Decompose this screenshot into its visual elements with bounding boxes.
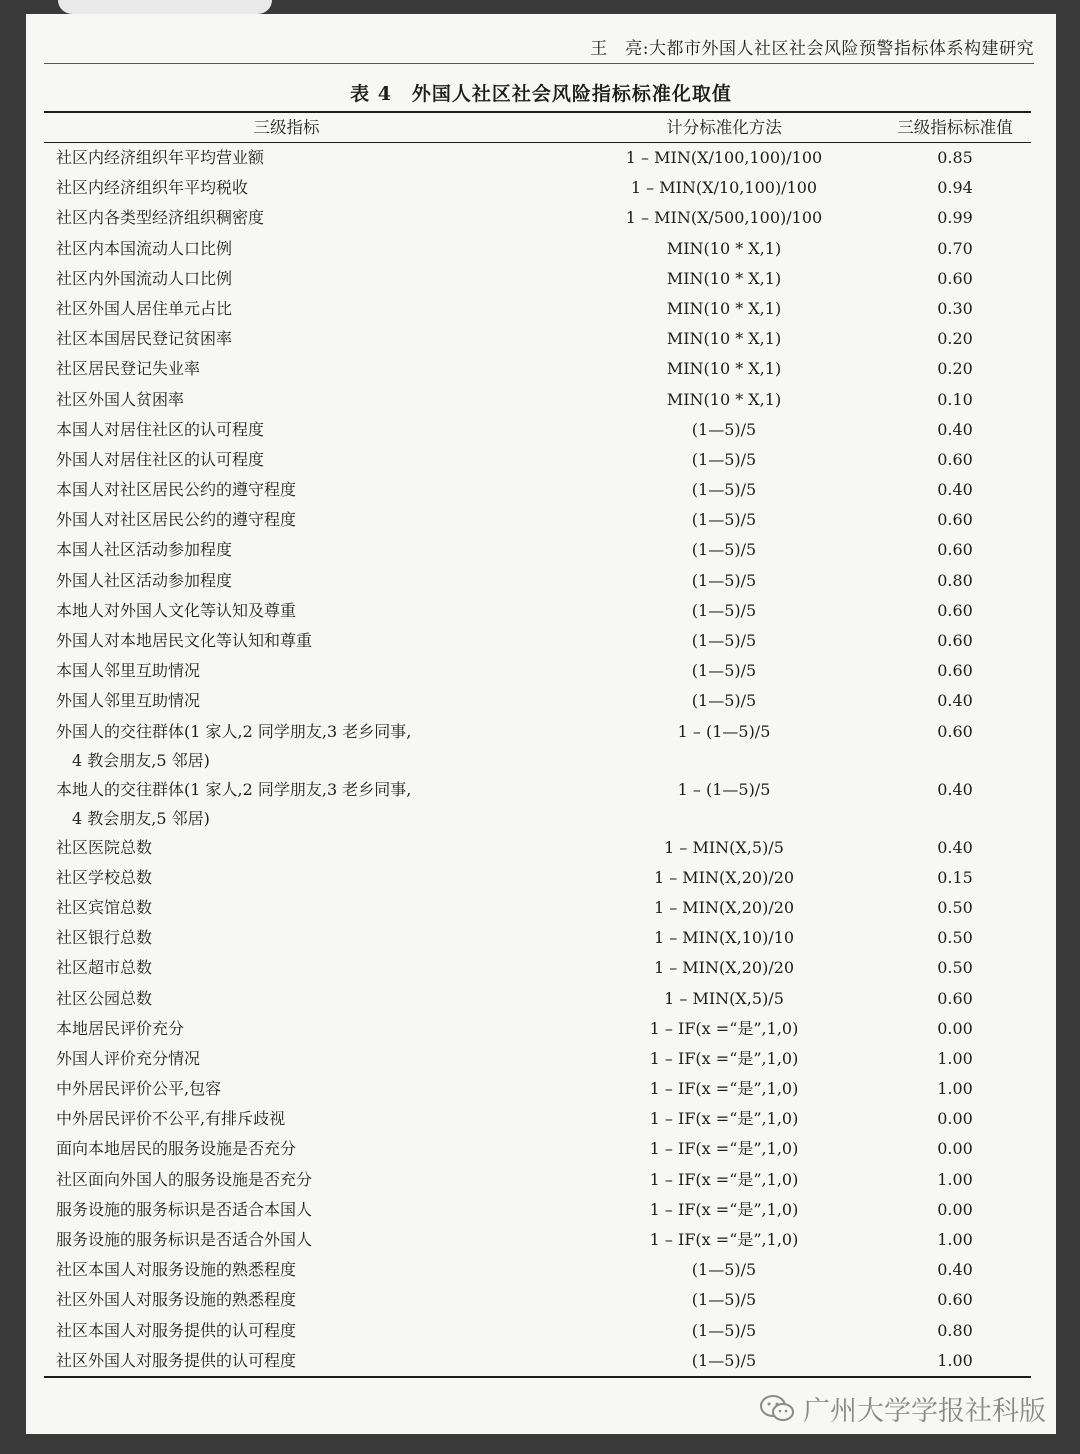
table-row	[44, 717, 1031, 775]
value-cell: 0.80	[937, 1320, 973, 1340]
value-cell: 0.15	[937, 867, 973, 887]
value-cell: 0.10	[937, 389, 973, 409]
table-row	[44, 775, 1031, 833]
value-cell: 0.60	[937, 1290, 973, 1310]
indicator-text: 本地人的交往群体(1 家人,2 同学朋友,3 老乡同事,	[56, 779, 412, 799]
indicator-cell	[44, 863, 569, 893]
method-cell: (1—5)/5	[691, 1290, 757, 1310]
indicator-cell	[44, 893, 569, 923]
indicator-text: 本国人对社区居民公约的遵守程度	[56, 480, 297, 500]
method-cell: 1 – MIN(X/100,100)/100	[625, 148, 823, 167]
table-row	[44, 505, 1031, 535]
method-cell: (1—5)/5	[691, 1320, 757, 1340]
indicator-cell	[44, 626, 569, 656]
value-cell: 0.40	[937, 837, 973, 857]
indicator-text: 外国人对社区居民公约的遵守程度	[56, 510, 297, 530]
method-cell: 1 – IF(x =“是”,1,0)	[649, 1169, 799, 1189]
value-cell: 0.60	[937, 631, 973, 650]
value-cell: 0.60	[937, 510, 973, 530]
indicator-text: 社区外国人贫困率	[56, 389, 185, 409]
table-row	[44, 863, 1031, 893]
indicator-cell	[44, 415, 569, 445]
indicator-text: 本国人对居住社区的认可程度	[56, 419, 265, 439]
method-cell: MIN(10 * X,1)	[666, 298, 782, 318]
indicator-cell	[44, 1285, 569, 1315]
value-cell: 0.00	[937, 1139, 973, 1159]
indicator-cell	[44, 324, 569, 354]
table-row	[44, 923, 1031, 953]
table-caption: 表 4 外国人社区社会风险指标标准化取值	[350, 83, 732, 105]
method-cell: 1 – IF(x =“是”,1,0)	[649, 1199, 799, 1219]
data-table	[44, 111, 1031, 1378]
value-cell: 1.00	[937, 1169, 973, 1189]
value-cell: 0.60	[937, 268, 973, 288]
method-cell: 1 – IF(x =“是”,1,0)	[649, 1048, 799, 1068]
table-row	[44, 893, 1031, 923]
table-row	[44, 953, 1031, 983]
indicator-text: 中外居民评价不公平,有排斥歧视	[56, 1109, 286, 1129]
method-cell: (1—5)/5	[691, 631, 757, 650]
indicator-text: 社区本国居民登记贫困率	[56, 329, 233, 349]
indicator-cell	[44, 1104, 569, 1134]
method-cell: (1—5)/5	[691, 449, 757, 469]
table-row	[44, 173, 1031, 203]
table-body	[44, 143, 1031, 1376]
indicator-text: 面向本地居民的服务设施是否充分	[56, 1139, 297, 1159]
indicator-cell	[44, 596, 569, 626]
indicator-cell	[44, 385, 569, 415]
table-row	[44, 203, 1031, 233]
table-row	[44, 234, 1031, 264]
indicator-text: 外国人对居住社区的认可程度	[56, 449, 265, 469]
indicator-cell	[44, 656, 569, 686]
method-cell: 1 – MIN(X,20)/20	[653, 897, 795, 917]
table-row	[44, 1346, 1031, 1376]
method-cell: (1—5)/5	[691, 510, 757, 530]
indicator-cell	[44, 354, 569, 384]
value-cell: 0.60	[937, 540, 973, 560]
table-row	[44, 385, 1031, 415]
indicator-text: 服务设施的服务标识是否适合外国人	[56, 1230, 313, 1249]
value-cell: 0.00	[937, 1199, 973, 1219]
indicator-text: 外国人社区活动参加程度	[56, 570, 233, 590]
indicator-text: 社区银行总数	[56, 928, 153, 948]
table-row	[44, 1074, 1031, 1104]
indicator-text: 服务设施的服务标识是否适合本国人	[56, 1199, 313, 1219]
method-cell: 1 – MIN(X/500,100)/100	[625, 208, 823, 228]
indicator-cell	[44, 1346, 569, 1376]
value-cell: 0.60	[937, 988, 973, 1008]
method-cell: (1—5)/5	[691, 1350, 757, 1370]
table-row	[44, 626, 1031, 656]
indicator-cell	[44, 234, 569, 264]
value-cell: 0.60	[937, 449, 973, 469]
indicator-text: 外国人的交往群体(1 家人,2 同学朋友,3 老乡同事,	[56, 721, 412, 741]
table-row	[44, 1044, 1031, 1074]
value-cell: 1.00	[937, 1079, 973, 1099]
indicator-text: 外国人邻里互助情况	[56, 691, 201, 711]
indicator-text-continued: 4 教会朋友,5 邻居)	[72, 750, 210, 770]
indicator-cell	[44, 1165, 569, 1195]
indicator-cell	[44, 1074, 569, 1104]
method-cell: (1—5)/5	[691, 1260, 757, 1280]
value-cell: 1.00	[937, 1350, 973, 1370]
method-cell: 1 – IF(x =“是”,1,0)	[649, 1230, 799, 1249]
method-cell: (1—5)/5	[691, 600, 757, 620]
method-cell: 1 – MIN(X,20)/20	[653, 958, 795, 978]
indicator-cell	[44, 264, 569, 294]
value-cell: 0.60	[937, 721, 973, 741]
column-header-method: 计分标准化方法	[666, 118, 782, 137]
table-row	[44, 294, 1031, 324]
indicator-text: 社区内外国流动人口比例	[56, 268, 233, 288]
method-cell: 1 – IF(x =“是”,1,0)	[649, 1109, 799, 1129]
table-row	[44, 415, 1031, 445]
table-row	[44, 686, 1031, 716]
indicator-text: 社区内经济组织年平均税收	[56, 178, 249, 198]
table-row	[44, 984, 1031, 1014]
indicator-cell	[44, 1316, 569, 1346]
value-cell: 0.40	[937, 480, 973, 500]
method-cell: 1 – MIN(X,5)/5	[664, 837, 784, 857]
indicator-text: 社区本国人对服务提供的认可程度	[56, 1320, 297, 1340]
value-cell: 0.50	[937, 928, 973, 948]
method-cell: MIN(10 * X,1)	[666, 389, 782, 409]
table-row	[44, 1104, 1031, 1134]
indicator-cell	[44, 686, 569, 716]
table-row	[44, 535, 1031, 565]
indicator-cell	[44, 1195, 569, 1225]
indicator-cell	[44, 203, 569, 233]
method-cell: (1—5)/5	[691, 419, 757, 439]
method-cell: 1 – MIN(X/10,100)/100	[630, 178, 818, 198]
table-header-row	[44, 113, 1031, 143]
indicator-text: 本国人邻里互助情况	[56, 661, 201, 681]
indicator-text: 社区外国人对服务设施的熟悉程度	[56, 1290, 297, 1310]
indicator-cell	[44, 775, 569, 833]
indicator-text: 社区内经济组织年平均营业额	[56, 148, 265, 167]
column-header-value: 三级指标标准值	[897, 118, 1013, 137]
indicator-text: 社区外国人对服务提供的认可程度	[56, 1350, 297, 1370]
value-cell: 1.00	[937, 1048, 973, 1068]
indicator-text: 本国人社区活动参加程度	[56, 540, 233, 560]
indicator-text: 社区医院总数	[56, 837, 153, 857]
indicator-cell	[44, 566, 569, 596]
indicator-cell	[44, 1134, 569, 1164]
value-cell: 0.50	[937, 958, 973, 978]
method-cell: (1—5)/5	[691, 540, 757, 560]
indicator-text: 社区内各类型经济组织稠密度	[56, 208, 265, 228]
table-row	[44, 1134, 1031, 1164]
column-header-indicator: 三级指标	[253, 118, 320, 137]
value-cell: 0.20	[937, 329, 973, 349]
indicator-text: 社区外国人居住单元占比	[56, 298, 233, 318]
indicator-text: 中外居民评价公平,包容	[56, 1079, 222, 1099]
indicator-cell	[44, 1014, 569, 1044]
table-row	[44, 1165, 1031, 1195]
indicator-cell	[44, 1225, 569, 1255]
indicator-text: 外国人评价充分情况	[56, 1048, 201, 1068]
method-cell: (1—5)/5	[691, 480, 757, 500]
indicator-text: 社区本国人对服务设施的熟悉程度	[56, 1260, 297, 1280]
table-row	[44, 1285, 1031, 1315]
value-cell: 0.30	[937, 298, 973, 318]
method-cell: 1 – IF(x =“是”,1,0)	[649, 1079, 799, 1099]
value-cell: 0.94	[937, 178, 973, 198]
table-row	[44, 1316, 1031, 1346]
indicator-cell	[44, 717, 569, 775]
value-cell: 0.40	[937, 1260, 973, 1280]
value-cell: 0.00	[937, 1109, 973, 1129]
method-cell: 1 – IF(x =“是”,1,0)	[649, 1139, 799, 1159]
table-row	[44, 354, 1031, 384]
indicator-cell	[44, 923, 569, 953]
value-cell: 0.50	[937, 897, 973, 917]
window-edge	[58, 0, 272, 14]
wechat-icon	[759, 1394, 795, 1424]
indicator-cell	[44, 833, 569, 863]
watermark-text: 广州大学学报社科版	[803, 1396, 1046, 1427]
indicator-cell	[44, 984, 569, 1014]
table-row	[44, 656, 1031, 686]
watermark	[759, 1389, 1046, 1428]
table-row	[44, 1195, 1031, 1225]
value-cell: 0.80	[937, 570, 973, 590]
value-cell: 0.20	[937, 359, 973, 379]
value-cell: 0.70	[937, 238, 973, 258]
indicator-text: 本地人对外国人文化等认知及尊重	[56, 600, 297, 620]
indicator-cell	[44, 1044, 569, 1074]
indicator-cell	[44, 294, 569, 324]
method-cell: 1 – IF(x =“是”,1,0)	[649, 1018, 799, 1038]
table-row	[44, 833, 1031, 863]
indicator-cell	[44, 505, 569, 535]
value-cell: 1.00	[937, 1230, 973, 1249]
method-cell: (1—5)/5	[691, 570, 757, 590]
indicator-text: 本地居民评价充分	[56, 1018, 185, 1038]
indicator-text: 社区内本国流动人口比例	[56, 238, 233, 258]
method-cell: MIN(10 * X,1)	[666, 359, 782, 379]
indicator-text: 社区宾馆总数	[56, 897, 153, 917]
table-row	[44, 1255, 1031, 1285]
running-header: 王 亮:大都市外国人社区社会风险预警指标体系构建研究	[590, 39, 1034, 59]
indicator-text: 外国人对本地居民文化等认知和尊重	[56, 631, 313, 650]
value-cell: 0.40	[937, 779, 973, 799]
header-rule	[44, 63, 1034, 64]
value-cell: 0.40	[937, 691, 973, 711]
indicator-cell	[44, 445, 569, 475]
indicator-text: 社区居民登记失业率	[56, 359, 201, 379]
document-page	[26, 14, 1056, 1434]
method-cell: 1 – MIN(X,5)/5	[664, 988, 784, 1008]
method-cell: MIN(10 * X,1)	[666, 329, 782, 349]
indicator-cell	[44, 535, 569, 565]
indicator-cell	[44, 143, 569, 173]
table-row	[44, 445, 1031, 475]
indicator-cell	[44, 953, 569, 983]
table-row	[44, 324, 1031, 354]
method-cell: 1 – (1—5)/5	[677, 721, 771, 741]
indicator-text: 社区面向外国人的服务设施是否充分	[56, 1169, 313, 1189]
table-row	[44, 1014, 1031, 1044]
indicator-text: 社区学校总数	[56, 867, 153, 887]
indicator-text: 社区公园总数	[56, 988, 153, 1008]
method-cell: MIN(10 * X,1)	[666, 238, 782, 258]
value-cell: 0.40	[937, 419, 973, 439]
indicator-cell	[44, 1255, 569, 1285]
indicator-cell	[44, 475, 569, 505]
table-row	[44, 475, 1031, 505]
method-cell: 1 – (1—5)/5	[677, 779, 771, 799]
value-cell: 0.00	[937, 1018, 973, 1038]
method-cell: 1 – MIN(X,10)/10	[653, 928, 795, 948]
indicator-text: 社区超市总数	[56, 958, 153, 978]
method-cell: (1—5)/5	[691, 691, 757, 711]
table-row	[44, 566, 1031, 596]
value-cell: 0.60	[937, 600, 973, 620]
table-row	[44, 1225, 1031, 1255]
value-cell: 0.60	[937, 661, 973, 681]
method-cell: 1 – MIN(X,20)/20	[653, 867, 795, 887]
method-cell: MIN(10 * X,1)	[666, 268, 782, 288]
indicator-cell	[44, 173, 569, 203]
table-row	[44, 264, 1031, 294]
method-cell: (1—5)/5	[691, 661, 757, 681]
value-cell: 0.85	[937, 148, 973, 167]
table-row	[44, 596, 1031, 626]
indicator-text-continued: 4 教会朋友,5 邻居)	[72, 808, 210, 828]
table-row	[44, 143, 1031, 173]
value-cell: 0.99	[937, 208, 973, 228]
